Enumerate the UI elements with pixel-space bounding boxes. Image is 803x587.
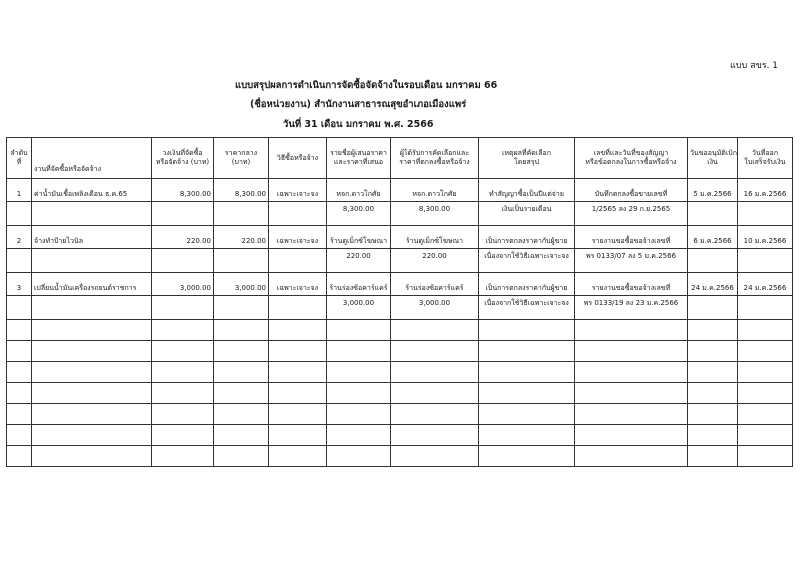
table-row-continued — [7, 296, 793, 320]
header-reason: เหตุผลที่คัดเลือก โดยสรุป — [479, 138, 575, 179]
row-reason: เป็นการตกลงราคากับผู้ขาย — [479, 273, 575, 296]
empty-row — [7, 383, 793, 404]
row-median: 8,300.00 — [214, 179, 269, 202]
row-receipt-date: 24 ม.ค.2566 — [738, 273, 793, 296]
row-receipt-date: 16 ม.ค.2566 — [738, 179, 793, 202]
row-contract: รายงานขอซื้อขอจ้างเลขที่ — [575, 226, 688, 249]
table-row-continued — [7, 202, 793, 226]
empty-row — [7, 341, 793, 362]
header-budget: วงเงินที่จัดซื้อ หรือจัดจ้าง (บาท) — [152, 138, 214, 179]
empty-row — [7, 404, 793, 425]
empty-row — [7, 362, 793, 383]
row-work: เปลี่ยนน้ำมันเครื่องรถยนต์ราชการ — [32, 273, 152, 296]
title-line-3: วันที่ 31 เดือน มกราคม พ.ศ. 2566 — [283, 119, 434, 130]
table-row-continued — [7, 249, 793, 273]
row-bidder: หจก.ดาวโกศัย — [327, 179, 391, 202]
header-approve-date: วันขออนุมัติเบิก เงิน — [688, 138, 738, 179]
row-selected: หจก.ดาวโกศัย — [391, 179, 479, 202]
row-budget: 3,000.00 — [152, 273, 214, 296]
row-contract-cont: 1/2565 ลง 29 ก.ย.2565 — [575, 202, 688, 226]
header-selected: ผู้ได้รับการคัดเลือกและ ราคาที่ตกลงซื้อหรือจ้าง — [391, 138, 479, 179]
header-work: งานที่จัดซื้อหรือจัดจ้าง — [32, 138, 152, 179]
row-approve-date: 5 ม.ค.2566 — [688, 179, 738, 202]
row-no: 3 — [7, 273, 32, 296]
row-contract-cont: พร 0133/19 ลง 23 ม.ค.2566 — [575, 296, 688, 320]
row-approve-date: 24 ม.ค.2566 — [688, 273, 738, 296]
row-reason: ทำสัญญาซื้อเป็นปีแต่จ่าย — [479, 179, 575, 202]
title-line-1: แบบสรุปผลการดำเนินการจัดซื้อจัดจ้างในรอบเดือน มกราคม 66 — [235, 80, 498, 91]
row-bidder-price: 3,000.00 — [327, 296, 391, 320]
header-bidders: รายชื่อผู้เสนอราคา และราคาที่เสนอ — [327, 138, 391, 179]
row-approve-date: 6 ม.ค.2566 — [688, 226, 738, 249]
row-bidder: ร้านร่องซ้อคาร์แคร์ — [327, 273, 391, 296]
header-median-price: ราคากลาง (บาท) — [214, 138, 269, 179]
row-bidder-price: 220.00 — [327, 249, 391, 273]
row-bidder-price: 8,300.00 — [327, 202, 391, 226]
row-reason-cont: เงินเป็นรายเดือน — [479, 202, 575, 226]
row-no: 1 — [7, 179, 32, 202]
row-receipt-date: 10 ม.ค.2566 — [738, 226, 793, 249]
row-selected-price: 8,300.00 — [391, 202, 479, 226]
row-method: เฉพาะเจาะจง — [269, 179, 327, 202]
row-reason: เป็นการตกลงราคากับผู้ขาย — [479, 226, 575, 249]
empty-row — [7, 425, 793, 446]
row-bidder: ร้านดูเม็กซ์โฆษณา — [327, 226, 391, 249]
row-work: ค่าน้ำมันเชื้อเพลิงเดือน ธ.ค.65 — [32, 179, 152, 202]
row-contract: บันทึกตกลงซื้อขายเลขที่ — [575, 179, 688, 202]
table-row — [7, 179, 793, 202]
row-reason-cont: เนื่องจากใช้วิธีเฉพาะเจาะจง — [479, 249, 575, 273]
header-contract: เลขที่และวันที่ของสัญญา หรือข้อตกลงในการซื้อหรือจ้าง — [575, 138, 688, 179]
row-method: เฉพาะเจาะจง — [269, 273, 327, 296]
form-code: แบบ สขร. 1 — [730, 61, 779, 71]
table-header-row — [7, 138, 793, 179]
header-receipt-date: วันที่ออก ใบเสร็จรับเงิน — [738, 138, 793, 179]
row-selected-price: 220.00 — [391, 249, 479, 273]
row-reason-cont: เนื่องจากใช้วิธีเฉพาะเจาะจง — [479, 296, 575, 320]
row-median: 3,000.00 — [214, 273, 269, 296]
row-work: จ้างทำป้ายไวนิล — [32, 226, 152, 249]
empty-row — [7, 320, 793, 341]
table-row — [7, 226, 793, 249]
procurement-table — [6, 137, 793, 467]
row-selected: ร้านร่องซ้อคาร์แคร์ — [391, 273, 479, 296]
header-method: วิธีซื้อหรือจ้าง — [269, 138, 327, 179]
row-method: เฉพาะเจาะจง — [269, 226, 327, 249]
row-contract: รายงานขอซื้อขอจ้างเลขที่ — [575, 273, 688, 296]
row-no: 2 — [7, 226, 32, 249]
row-budget: 220.00 — [152, 226, 214, 249]
row-budget: 8,300.00 — [152, 179, 214, 202]
empty-row — [7, 446, 793, 467]
row-median: 220.00 — [214, 226, 269, 249]
title-line-2: (ชื่อหน่วยงาน) สำนักงานสาธารณสุขอำเภอเมืองแพร่ — [250, 99, 467, 110]
row-contract-cont: พร 0133/07 ลง 5 ม.ค.2566 — [575, 249, 688, 273]
header-no: ลำดับ ที่ — [7, 138, 32, 179]
row-selected-price: 3,000.00 — [391, 296, 479, 320]
table-row — [7, 273, 793, 296]
row-selected: ร้านดูเม็กซ์โฆษณา — [391, 226, 479, 249]
